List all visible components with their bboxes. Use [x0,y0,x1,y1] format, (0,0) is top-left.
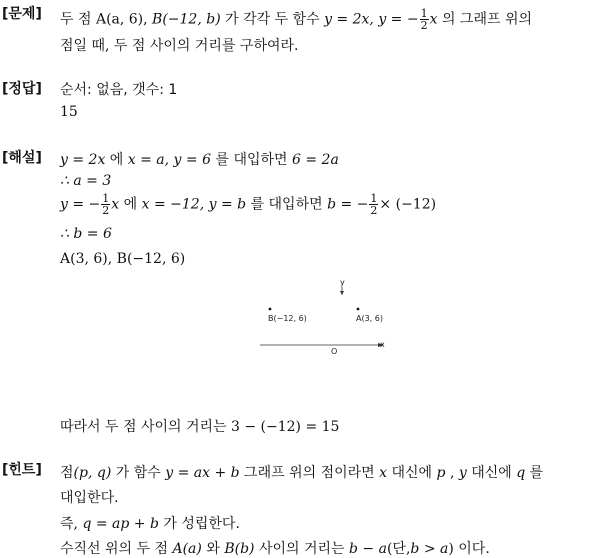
y-axis-label: y [340,278,345,287]
function-2-suffix: x [429,11,438,28]
hint-text: 대신에 [471,465,512,481]
origin-label: O [331,347,338,356]
solution-line-2: ∴ a = 3 [60,173,112,189]
equation: x [111,196,120,213]
equation: q = ap + b [82,516,159,532]
hint-text: 사이의 거리는 [258,541,345,557]
hint-text: 점 [60,465,74,481]
problem-text: 의 그래프 위의 [441,11,532,28]
fraction-numerator: 1 [420,7,428,20]
solution-tag: [해설] [2,150,42,166]
fraction-denominator: 2 [420,19,428,32]
fraction-numerator: 1 [102,192,110,205]
hint-text: (단, [386,541,411,557]
hint-text: , [449,465,455,481]
equation: p [436,465,446,481]
problem-text: 가 각각 두 함수 [225,11,320,28]
answer-value: 15 [60,104,78,120]
equation: x = a, y = 6 [127,152,212,168]
hint-line-2: 대입한다. [60,490,119,506]
fraction-denominator: 2 [370,204,378,217]
function-1: y = 2x [324,11,370,28]
fraction [101,193,110,216]
fraction-denominator: 2 [102,204,110,217]
equation: q [516,465,526,481]
hint-text: 가 함수 [115,465,161,481]
hint-text: 와 [206,541,220,557]
solution-line-4: ∴ b = 6 [60,226,112,242]
fraction-numerator: 1 [370,192,378,205]
hint-tag: [힌트] [2,462,42,478]
equation: A(a) [172,541,202,557]
hint-text: ) 이다. [448,541,490,557]
point-b-label: B(−12, 6) [268,314,307,323]
solution-line-5: A(3, 6), B(−12, 6) [60,251,186,267]
problem-line-2: 점일 때, 두 점 사이의 거리를 구하여라. [60,38,299,54]
hint-text: 즉, [60,516,78,532]
y-axis-arrow-icon [340,291,344,295]
solution-text: 에 [109,152,124,168]
x-axis-label: x [380,340,385,349]
solution-line-1 [60,149,339,169]
solution-conclusion: 따라서 두 점 사이의 거리는 3 − (−12) = 15 [60,419,340,435]
answer-meta: 순서: 없음, 갯수: 1 [60,82,178,98]
answer-tag: [정답] [2,81,42,97]
equation: x [379,465,388,481]
hint-text: 를 [529,465,544,481]
hint-text: 대신에 [391,465,433,481]
solution-text: 를 대입하면 [250,196,323,213]
point-b-dot [269,308,272,311]
equation: y = 2x [60,152,106,168]
equation: y = ax + b [165,465,240,481]
hint-line-4 [60,538,490,558]
hint-line-1 [60,462,543,482]
fraction [369,193,378,216]
solution-line-3 [60,193,436,216]
function-2-prefix: , y = − [369,11,419,28]
coordinate-graph [250,275,400,360]
point-a-label: A(3, 6) [356,314,383,323]
fraction [420,8,429,31]
equation: b > a [410,541,449,557]
hint-text: 수직선 위의 두 점 [60,541,169,557]
point-a-dot [357,308,360,311]
problem-text: 두 점 [60,11,92,28]
hint-line-3 [60,513,240,533]
solution-text: 를 대입하면 [215,152,288,168]
hint-text: 가 성립한다. [163,516,240,532]
equation: (p, q) [73,465,112,481]
equation: y [458,465,467,481]
equation: y = − [60,196,101,213]
equation: B(b) [224,541,255,557]
equation: b = − [327,196,369,213]
hint-text: 그래프 위의 점이라면 [244,465,375,481]
problem-line-1 [60,8,532,31]
point-b: B(−12, b) [152,11,221,28]
equation: 6 = 2a [292,152,339,168]
point-a: A(a, 6), [95,11,148,28]
problem-tag: [문제] [2,6,42,22]
solution-text: 에 [123,196,138,213]
equation: b − a [349,541,387,557]
equation: x = −12, y = b [141,196,247,213]
equation: × (−12) [379,196,437,213]
